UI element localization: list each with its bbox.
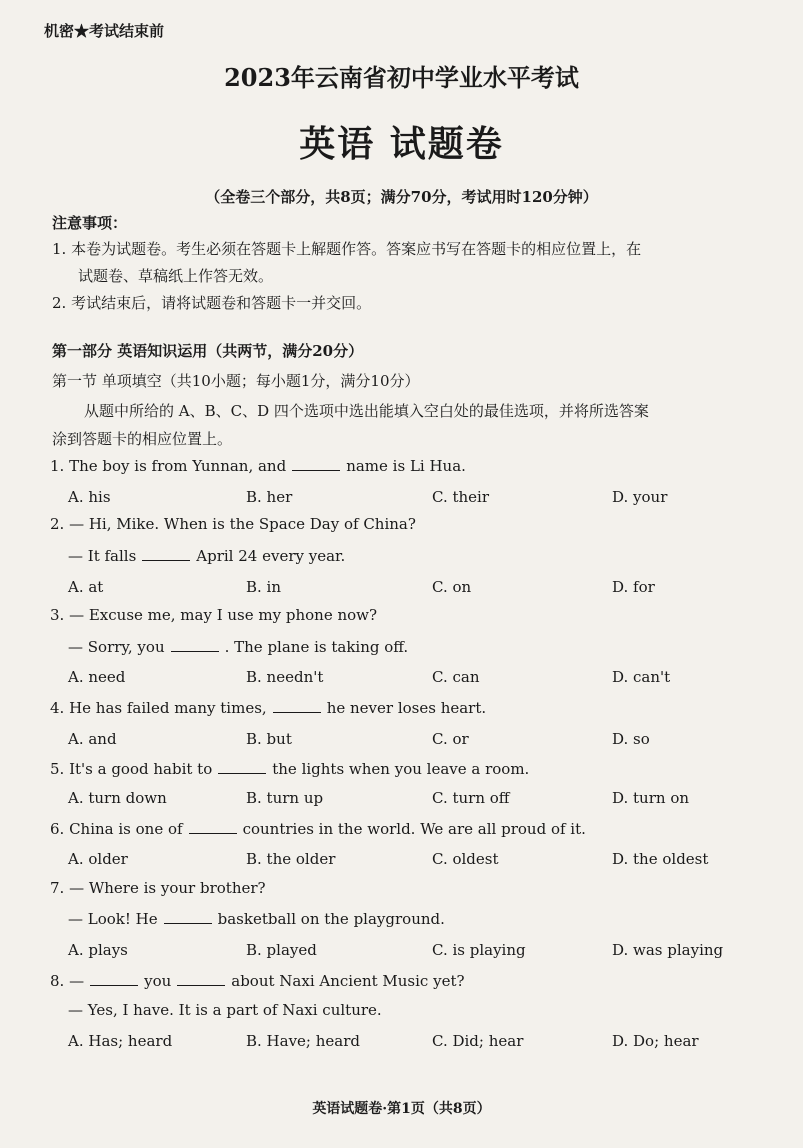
- option-a: A. older: [68, 850, 128, 868]
- stem-text: basketball on the playground.: [217, 910, 445, 928]
- stem-text: you: [144, 972, 172, 990]
- option-c: C. their: [432, 488, 490, 506]
- option-a: A. his: [68, 488, 111, 506]
- question-stem: [50, 819, 586, 838]
- option-b: B. Have; heard: [246, 1032, 361, 1050]
- option-d: D. turn on: [612, 789, 690, 807]
- question-stem-cont: [68, 1001, 382, 1019]
- answer-blank: [273, 698, 321, 713]
- question-stem: [50, 759, 529, 778]
- stem-text: 8. —: [50, 972, 85, 990]
- stem-text: . The plane is taking off.: [224, 638, 409, 656]
- stem-text: 7. — Where is your brother?: [50, 879, 266, 897]
- question-stem: [50, 971, 465, 990]
- note-item-2: 2. 考试结束后，请将试题卷和答题卡一并交回。: [52, 294, 372, 312]
- question-stem-cont: [68, 637, 408, 656]
- answer-blank: [90, 971, 138, 986]
- option-a: A. and: [68, 730, 117, 748]
- stem-text: the lights when you leave a room.: [272, 760, 530, 778]
- answer-blank: [177, 971, 225, 986]
- question-stem: [50, 515, 416, 533]
- option-d: D. was playing: [612, 941, 724, 959]
- stem-text: countries in the world. We are all proud of it.: [242, 820, 586, 838]
- option-c: C. Did; hear: [432, 1032, 524, 1050]
- stem-text: — Sorry, you: [68, 638, 165, 656]
- option-a: A. plays: [68, 941, 128, 959]
- option-b: B. in: [246, 578, 282, 596]
- option-a: A. at: [68, 578, 104, 596]
- question-stem: [50, 456, 466, 475]
- stem-text: 5. It's a good habit to: [50, 760, 213, 778]
- instruction-line-cont: 涂到答题卡的相应位置上。: [52, 430, 233, 448]
- option-d: D. so: [612, 730, 650, 748]
- section-heading: 第一节 单项填空（共10小题；每小题1分，满分10分）: [52, 372, 420, 390]
- option-c: C. turn off: [432, 789, 510, 807]
- question-stem: [50, 606, 377, 624]
- notes-heading: 注意事项：: [52, 214, 128, 232]
- answer-blank: [142, 546, 190, 561]
- option-c: C. or: [432, 730, 469, 748]
- answer-blank: [292, 456, 340, 471]
- option-b: B. played: [246, 941, 317, 959]
- stem-text: he never loses heart.: [326, 699, 487, 717]
- subject-title: 英语 试题卷: [299, 123, 504, 165]
- answer-blank: [171, 637, 219, 652]
- answer-blank: [189, 819, 237, 834]
- question-stem-cont: [68, 546, 345, 565]
- answer-blank: [218, 759, 266, 774]
- stem-text: — Yes, I have. It is a part of Naxi culture.: [68, 1001, 382, 1019]
- option-d: D. Do; hear: [612, 1032, 699, 1050]
- part-heading: 第一部分 英语知识运用（共两节，满分20分）: [52, 342, 364, 360]
- option-b: B. turn up: [246, 789, 324, 807]
- confidential-label: 机密★考试结束前: [44, 22, 165, 40]
- option-a: A. Has; heard: [68, 1032, 173, 1050]
- option-d: D. the oldest: [612, 850, 709, 868]
- question-stem: [50, 879, 266, 897]
- option-c: C. on: [432, 578, 472, 596]
- option-a: A. need: [68, 668, 126, 686]
- answer-blank: [164, 909, 212, 924]
- option-c: C. oldest: [432, 850, 499, 868]
- option-b: B. but: [246, 730, 292, 748]
- option-c: C. can: [432, 668, 480, 686]
- stem-text: 6. China is one of: [50, 820, 183, 838]
- option-a: A. turn down: [68, 789, 167, 807]
- page-footer: 英语试题卷·第1页（共8页）: [312, 1101, 491, 1117]
- question-stem-cont: [68, 909, 445, 928]
- option-c: C. is playing: [432, 941, 526, 959]
- note-item-1: 1. 本卷为试题卷。考生必须在答题卡上解题作答。答案应书写在答题卡的相应位置上，在: [52, 240, 642, 258]
- stem-text: — Look! He: [68, 910, 158, 928]
- stem-text: — It falls: [68, 547, 137, 565]
- instruction-line: 从题中所给的 A、B、C、D 四个选项中选出能填入空白处的最佳选项，并将所选答案: [84, 402, 649, 420]
- exam-info: （全卷三个部分，共8页；满分70分，考试用时120分钟）: [205, 188, 598, 206]
- stem-text: name is Li Hua.: [346, 457, 466, 475]
- question-stem: [50, 698, 486, 717]
- option-b: B. her: [246, 488, 293, 506]
- option-d: D. your: [612, 488, 668, 506]
- stem-text: 4. He has failed many times,: [50, 699, 267, 717]
- stem-text: April 24 every year.: [196, 547, 346, 565]
- option-d: D. can't: [612, 668, 671, 686]
- option-d: D. for: [612, 578, 655, 596]
- stem-text: 1. The boy is from Yunnan, and: [50, 457, 287, 475]
- option-b: B. needn't: [246, 668, 324, 686]
- stem-text: about Naxi Ancient Music yet?: [231, 972, 465, 990]
- stem-text: 3. — Excuse me, may I use my phone now?: [50, 606, 378, 624]
- exam-title: 2023年云南省初中学业水平考试: [224, 63, 579, 92]
- option-b: B. the older: [246, 850, 336, 868]
- note-item-1-cont: 试题卷、草稿纸上作答无效。: [78, 267, 274, 285]
- stem-text: 2. — Hi, Mike. When is the Space Day of China?: [50, 515, 416, 533]
